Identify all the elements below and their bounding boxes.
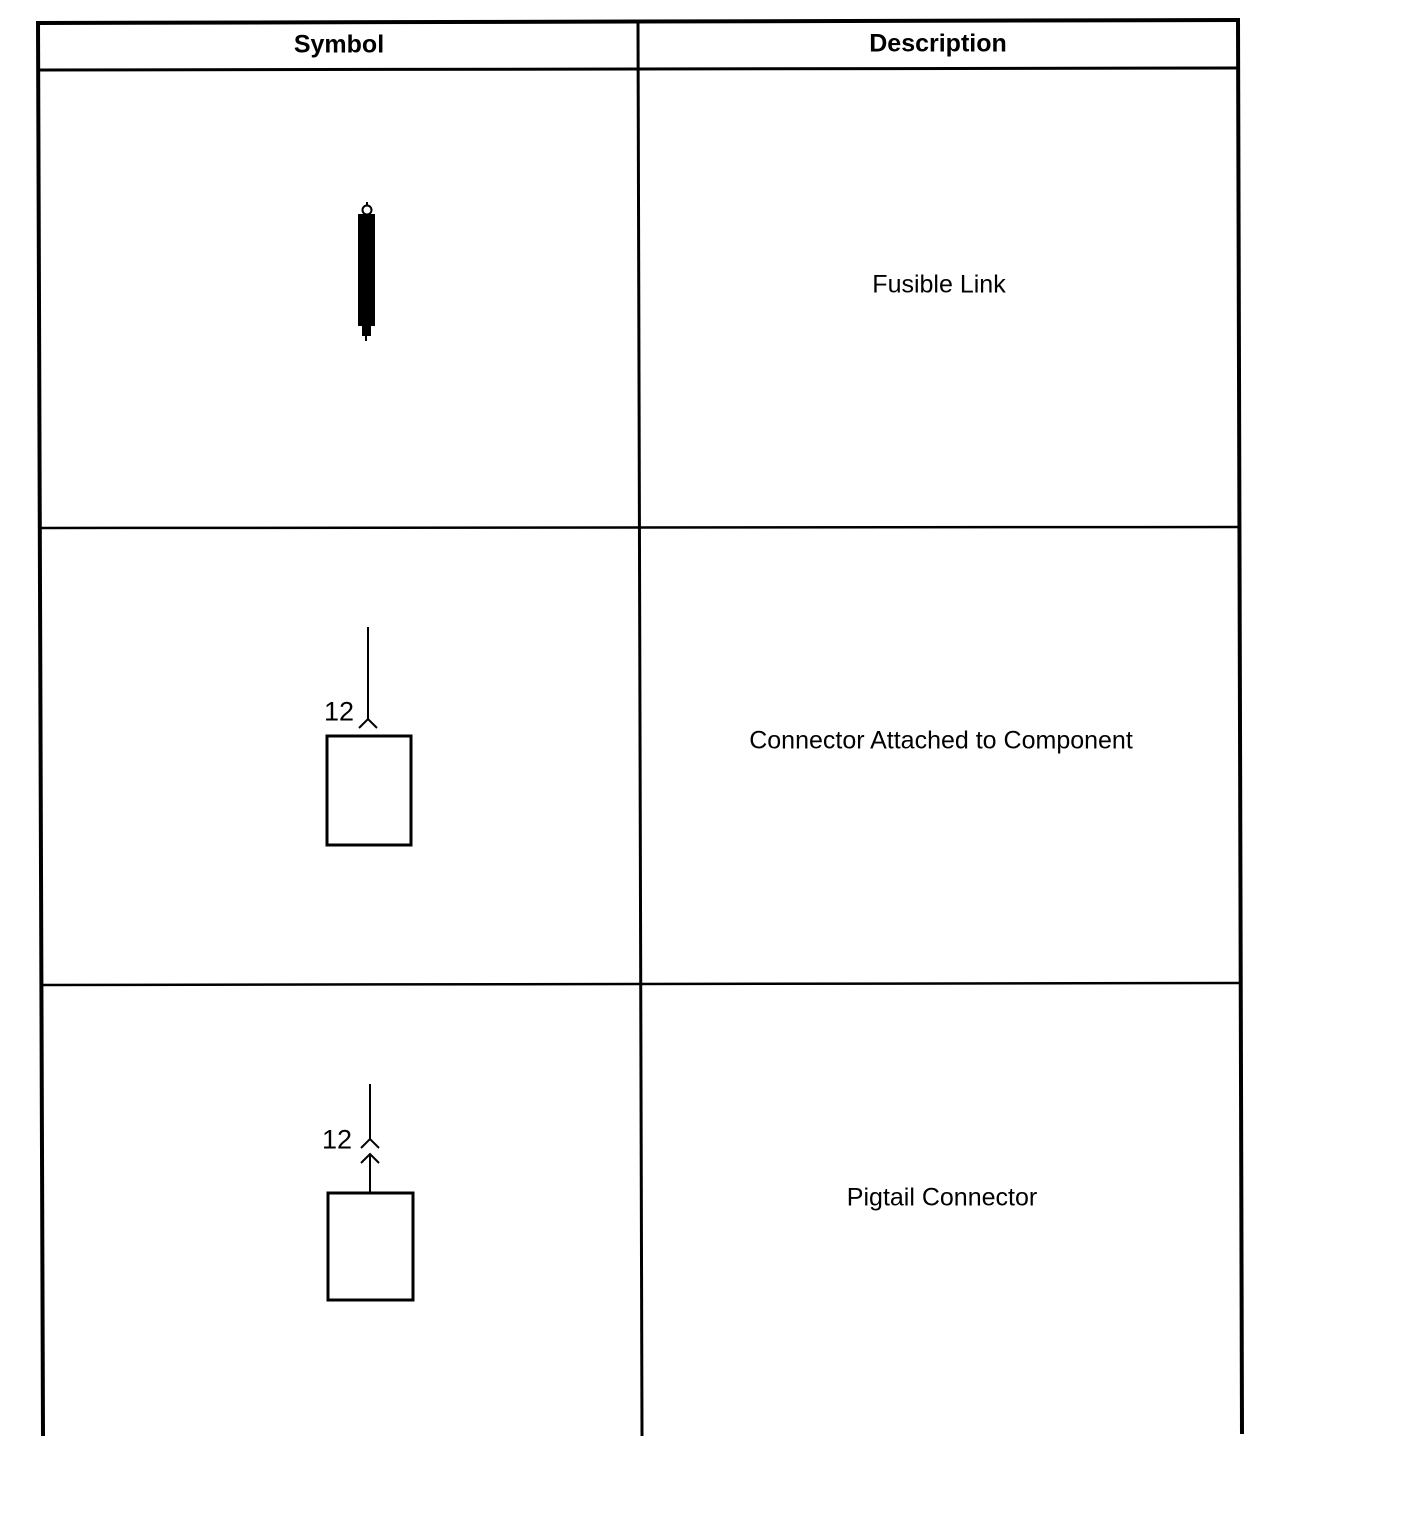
header-bottom-border	[37, 68, 1239, 70]
connector-attached-description: Connector Attached to Component	[749, 726, 1133, 755]
pigtail-connector-icon	[328, 1084, 413, 1300]
connector-attached-to-component-icon	[327, 627, 411, 845]
connector-pin-number: 12	[324, 696, 355, 727]
table-column-divider	[638, 23, 642, 1436]
row-divider-2	[42, 983, 1241, 985]
row-divider-1	[40, 527, 1240, 528]
symbol-column-header: Symbol	[293, 30, 385, 59]
table-left-border	[38, 21, 43, 1436]
table-right-border	[1238, 19, 1242, 1434]
table-top-border	[36, 20, 1240, 23]
description-column-header: Description	[869, 29, 1007, 58]
fusible-link-icon	[358, 202, 375, 341]
pigtail-connector-description: Pigtail Connector	[846, 1183, 1038, 1212]
fusible-link-description: Fusible Link	[872, 270, 1006, 299]
pigtail-pin-number: 12	[322, 1124, 353, 1155]
